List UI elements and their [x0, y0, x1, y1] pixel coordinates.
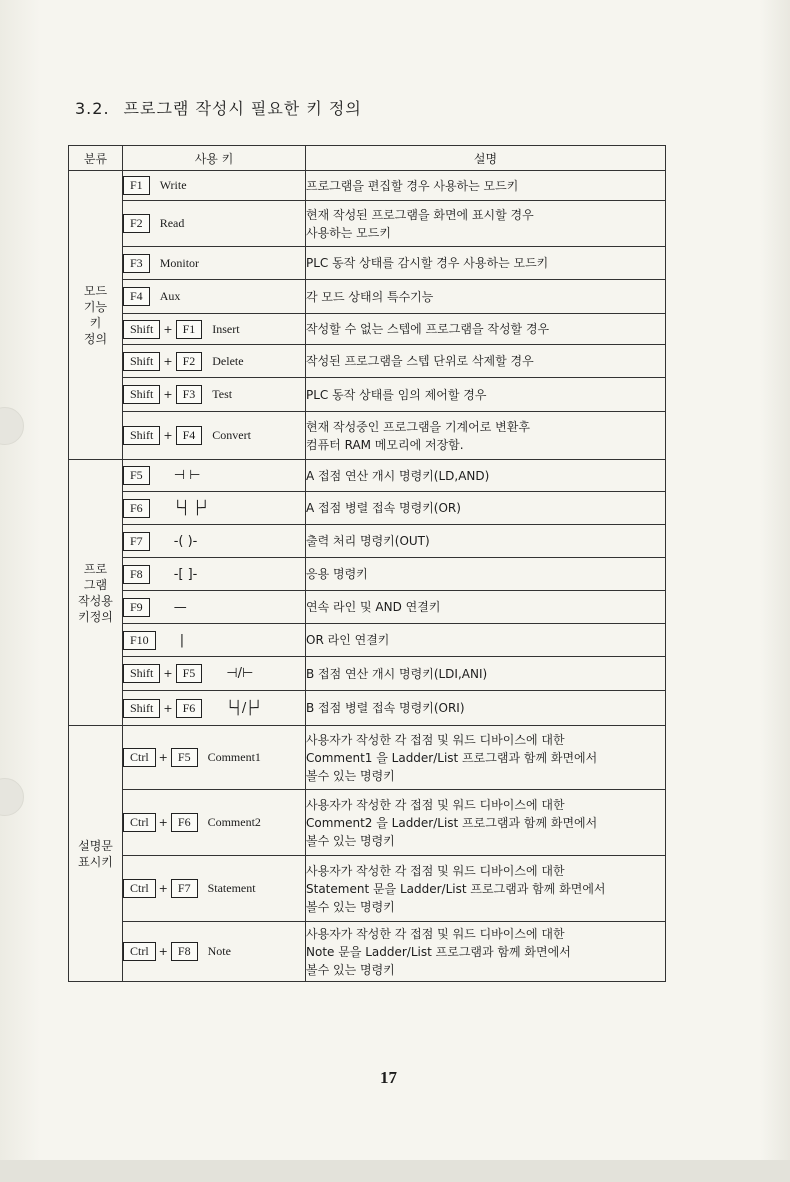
description-cell [306, 856, 666, 922]
table-row [69, 591, 666, 624]
description-line: 볼수 있는 명령키 [306, 833, 395, 848]
modifier-key-shift: Shift [123, 699, 160, 718]
key-cell [123, 247, 306, 280]
function-key-f7: F7 [171, 879, 198, 898]
description-cell [306, 726, 666, 790]
function-key-f9: F9 [123, 598, 150, 617]
function-key-f4: F4 [176, 426, 203, 445]
function-key-f1: F1 [123, 176, 150, 195]
function-key-f5: F5 [123, 466, 150, 485]
description-cell [306, 247, 666, 280]
description-cell [306, 492, 666, 525]
modifier-key-shift: Shift [123, 320, 160, 339]
description-cell [306, 922, 666, 982]
description-line: Comment2 을 Ladder/List 프로그램과 함께 화면에서 [306, 815, 598, 830]
description-line: A 접점 병렬 접속 명령키(OR) [306, 501, 461, 515]
description-cell [306, 314, 666, 345]
description-line: 연속 라인 및 AND 연결키 [306, 600, 441, 614]
key-cell [123, 856, 306, 922]
description-cell [306, 412, 666, 460]
key-definition-table [68, 145, 666, 982]
key-function-name: Note [207, 944, 231, 958]
key-cell [123, 922, 306, 982]
ladder-symbol-icon: └┤ ├┘ [173, 500, 210, 516]
plus-sign: + [163, 388, 173, 401]
key-cell [123, 790, 306, 856]
description-line: 볼수 있는 명령키 [306, 962, 395, 977]
plus-sign: + [158, 751, 168, 764]
description-line: 볼수 있는 명령키 [306, 768, 395, 783]
header-description: 설명 [306, 146, 666, 171]
table-row [69, 201, 666, 247]
description-line: 응용 명령키 [306, 567, 368, 581]
section-title [75, 96, 362, 119]
description-line: PLC 동작 상태를 감시할 경우 사용하는 모드키 [306, 256, 549, 270]
category-label-line: 설명문 [78, 838, 113, 853]
table-header-row [69, 146, 666, 171]
description-line: Note 문을 Ladder/List 프로그램과 함께 화면에서 [306, 944, 571, 959]
plus-sign: + [163, 701, 173, 715]
description-line: 현재 작성중인 프로그램을 기계어로 변환후 [306, 419, 530, 434]
key-cell [123, 591, 306, 624]
description-cell [306, 525, 666, 558]
key-cell [123, 280, 306, 314]
key-function-name: Statement [207, 881, 256, 895]
description-line: 각 모드 상태의 특수기능 [306, 289, 434, 304]
table-row [69, 790, 666, 856]
page-bottom-strip [0, 1160, 790, 1182]
description-line: 사용자가 작성한 각 접점 및 워드 디바이스에 대한 [306, 926, 565, 941]
description-line: Statement 문을 Ladder/List 프로그램과 함께 화면에서 [306, 881, 606, 896]
function-key-f5: F5 [176, 664, 203, 683]
description-line: 사용자가 작성한 각 접점 및 워드 디바이스에 대한 [306, 732, 565, 747]
section-title-text: 프로그램 작성시 필요한 키 정의 [123, 99, 362, 118]
description-cell [306, 624, 666, 657]
function-key-f6: F6 [123, 499, 150, 518]
description-line: PLC 동작 상태를 임의 제어할 경우 [306, 387, 487, 402]
description-line: 컴퓨터 RAM 메모리에 저장함. [306, 437, 464, 452]
category-label-line: 모드 [83, 284, 108, 298]
key-function-name: Test [212, 387, 233, 401]
function-key-f10: F10 [123, 631, 156, 650]
plus-sign: + [163, 429, 173, 442]
header-category: 분류 [69, 146, 123, 171]
key-cell [123, 378, 306, 412]
modifier-key-ctrl: Ctrl [123, 813, 156, 832]
table-row [69, 624, 666, 657]
key-cell [123, 492, 306, 525]
ladder-symbol-icon: — [173, 599, 187, 615]
table-row [69, 171, 666, 201]
description-line: OR 라인 연결키 [306, 633, 390, 647]
function-key-f5: F5 [171, 748, 198, 767]
header-key: 사용 키 [123, 146, 306, 171]
description-cell [306, 591, 666, 624]
plus-sign: + [163, 354, 173, 368]
table-row [69, 922, 666, 982]
plus-sign: + [158, 945, 168, 958]
description-cell [306, 460, 666, 492]
function-key-f2: F2 [123, 214, 150, 233]
modifier-key-shift: Shift [123, 385, 160, 404]
plus-sign: + [163, 322, 173, 336]
ladder-symbol-icon: ⊣ ⊢ [173, 468, 201, 483]
description-line: B 접점 연산 개시 명령키(LDI,ANI) [306, 666, 488, 681]
key-cell [123, 171, 306, 201]
category-mode-keys [69, 171, 123, 460]
key-cell [123, 726, 306, 790]
description-line: 출력 처리 명령키(OUT) [306, 534, 430, 548]
description-cell [306, 280, 666, 314]
section-number: 3.2. [75, 99, 110, 118]
key-function-name: Read [159, 216, 185, 230]
page-number: 17 [380, 1068, 397, 1087]
modifier-key-ctrl: Ctrl [123, 879, 156, 898]
function-key-f2: F2 [176, 352, 203, 371]
plus-sign: + [158, 816, 168, 829]
plus-sign: + [163, 667, 173, 680]
function-key-f1: F1 [176, 320, 203, 339]
ladder-symbol-icon: | [179, 632, 185, 648]
category-label-line: 키정의 [78, 609, 113, 624]
table-row [69, 492, 666, 525]
function-key-f8: F8 [171, 942, 198, 961]
key-function-name: Convert [212, 428, 251, 442]
key-cell [123, 691, 306, 726]
description-cell [306, 171, 666, 201]
table-row [69, 657, 666, 691]
key-cell [123, 314, 306, 345]
description-cell [306, 657, 666, 691]
ladder-symbol-icon: └┤/├┘ [226, 700, 262, 716]
table-row [69, 856, 666, 922]
key-cell [123, 201, 306, 247]
description-cell [306, 345, 666, 378]
table-row [69, 691, 666, 726]
description-line: 프로그램을 편집할 경우 사용하는 모드키 [306, 178, 519, 193]
key-function-name: Monitor [159, 255, 200, 270]
description-cell [306, 790, 666, 856]
function-key-f7: F7 [123, 532, 150, 551]
modifier-key-ctrl: Ctrl [123, 748, 156, 767]
function-key-f8: F8 [123, 565, 150, 584]
modifier-key-ctrl: Ctrl [123, 942, 156, 961]
description-cell [306, 691, 666, 726]
table-row [69, 412, 666, 460]
table-row [69, 247, 666, 280]
table-row [69, 314, 666, 345]
description-line: 볼수 있는 명령키 [306, 899, 395, 914]
category-label-line: 프로 [83, 561, 108, 576]
key-function-name: Write [159, 178, 187, 192]
category-label-line: 정의 [83, 332, 108, 346]
function-key-f3: F3 [123, 254, 150, 273]
description-line: B 접점 병렬 접속 명령키(ORI) [306, 701, 465, 715]
category-label-line: 기능 [83, 300, 108, 314]
category-label-line: 그램 [83, 577, 108, 592]
description-cell [306, 378, 666, 412]
function-key-f4: F4 [123, 287, 150, 306]
key-function-name: Insert [212, 321, 240, 336]
key-function-name: Delete [212, 353, 244, 368]
table-row [69, 726, 666, 790]
description-line: 작성된 프로그램을 스텝 단위로 삭제할 경우 [306, 354, 534, 368]
key-function-name: Comment2 [207, 815, 261, 829]
description-line: 사용하는 모드키 [306, 225, 391, 240]
ladder-symbol-icon: -( )- [173, 533, 198, 549]
category-label-line: 작성용 [78, 593, 113, 608]
description-line: 사용자가 작성한 각 접점 및 워드 디바이스에 대한 [306, 797, 565, 812]
description-line: A 접점 연산 개시 명령키(LD,AND) [306, 468, 490, 483]
key-cell [123, 624, 306, 657]
modifier-key-shift: Shift [123, 426, 160, 445]
table-row [69, 345, 666, 378]
key-cell [123, 345, 306, 378]
key-function-name: Aux [159, 289, 181, 303]
description-cell [306, 201, 666, 247]
description-line: Comment1 을 Ladder/List 프로그램과 함께 화면에서 [306, 750, 598, 765]
ladder-symbol-icon: -[ ]- [173, 566, 198, 582]
key-function-name: Comment1 [207, 750, 261, 764]
category-label-line: 표시키 [78, 854, 113, 869]
table-body [69, 171, 666, 982]
description-line: 사용자가 작성한 각 접점 및 워드 디바이스에 대한 [306, 863, 565, 878]
table-row [69, 378, 666, 412]
modifier-key-shift: Shift [123, 664, 160, 683]
key-cell [123, 525, 306, 558]
table-row [69, 558, 666, 591]
category-program-keys [69, 460, 123, 726]
description-line: 현재 작성된 프로그램을 화면에 표시할 경우 [306, 207, 534, 222]
category-label-line: 키 [89, 316, 102, 330]
key-cell [123, 412, 306, 460]
function-key-f6: F6 [171, 813, 198, 832]
plus-sign: + [158, 882, 168, 895]
description-cell [306, 558, 666, 591]
table-row [69, 280, 666, 314]
key-cell [123, 460, 306, 492]
table-row [69, 525, 666, 558]
function-key-f3: F3 [176, 385, 203, 404]
description-line: 작성할 수 없는 스텝에 프로그램을 작성할 경우 [306, 322, 550, 336]
category-comment-keys [69, 726, 123, 982]
key-cell [123, 657, 306, 691]
modifier-key-shift: Shift [123, 352, 160, 371]
function-key-f6: F6 [176, 699, 203, 718]
key-cell [123, 558, 306, 591]
ladder-symbol-icon: ⊣/⊢ [226, 666, 254, 681]
table-row [69, 460, 666, 492]
